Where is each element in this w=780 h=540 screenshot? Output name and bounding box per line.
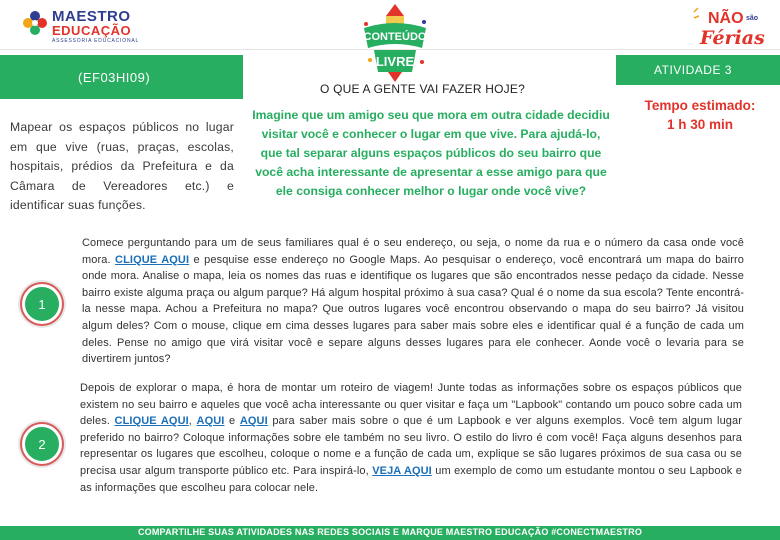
step-2-number: 2: [38, 437, 46, 452]
step-2-text-a: Depois de explorar o mapa, é hora de montar um roteiro de viagem! Junte todas as informações sobre os espaços públicos que existem no seu bairro e aqueles que você acha interessante ou quer visitar e faça um "Lapbook" contando um pouco sobre cada um deles.: [80, 382, 742, 428]
step-2-link-veja-aqui[interactable]: VEJA AQUI: [372, 464, 432, 477]
logo-center-text-2: LIVRE: [375, 54, 415, 69]
step-2-link-aqui-1[interactable]: AQUI: [196, 415, 225, 428]
logo-center-text-1: CONTEÚDO: [363, 31, 427, 43]
footer-text: COMPARTILHE SUAS ATIVIDADES NAS REDES SOCIAIS E MARQUE MAESTRO EDUCAÇÃO #CONECTMAESTRO: [137, 527, 643, 537]
skill-description: Mapear os espaços públicos no lugar em que vive (ruas, praças, escolas, hospitais, prédios da Prefeitura e da Câmara de Vereadores etc.) e identificar suas funções.: [10, 120, 234, 212]
page-heading: O QUE A GENTE VAI FAZER HOJE?: [320, 82, 525, 96]
logo-tagline: ASSESSORIA EDUCACIONAL: [52, 38, 140, 44]
estimated-time: [620, 96, 780, 134]
skill-code: (EF03HI09): [78, 70, 151, 85]
activity-label-box: [616, 55, 780, 85]
step-1-badge: [22, 284, 62, 324]
logo-right-text-1b: são: [746, 15, 759, 22]
step-1-number: 1: [38, 297, 46, 312]
step-1-text-b: e pesquise esse endereço no Google Maps. Ao pesquisar o endereço, você encontrará um mapa do bairro onde mora. Analise o mapa, leia os nomes das ruas e identifique os lugares que são encontrados nesse pedaço da cidade. Nesse bairro existe alguma praça ou algum parque? Há algum hospital próximo à sua casa? Qual é o nome da sua escola? Tente encontrá-la nesse mapa. Achou a Prefeitura no mapa? Que outros lugares você encontrou observando o mapa do seu bairro? Já visitou algum deles? Com o mouse, clique em cima desses lugares para saber mais sobre eles e identificar qual é a função de cada um deles. Pense no amigo que virá visitar você e separe alguns desses lugares para ele conhecer. Aonde você o levaria para se divertirem juntos?: [82, 253, 745, 366]
step-2-link-clique-aqui[interactable]: CLIQUE AQUI: [114, 415, 189, 428]
step-1-text-a: Comece perguntando para um de seus familiares qual é o seu endereço, ou seja, o nome da rua e o número da casa onde você mora.: [82, 237, 744, 266]
estimated-time-label: Tempo estimado:: [644, 98, 756, 113]
step-2-sep-1: ,: [188, 415, 197, 428]
intro-text: Imagine que um amigo seu que mora em outra cidade decidiu visitar você e conhecer o lugar em que vive. Para ajudá-lo, que tal separar alguns espaços públicos do seu bairro que você acha interessante de apresentar a esse amigo para que ele consiga conhecer melhor o lugar onde você vive?: [252, 108, 610, 198]
step-2-text-c: um exemplo de como um estudante montou o seu Lapbook e as informações que escolheu para colocar nele.: [80, 464, 742, 494]
logo-right-text-1: NÃO: [708, 10, 744, 27]
flower-icon: [22, 10, 48, 36]
skill-code-box: [0, 55, 243, 99]
maestro-logo: [22, 8, 172, 44]
step-2-text: [80, 380, 742, 496]
activity-label: ATIVIDADE 3: [654, 63, 732, 77]
footer-bar: [0, 526, 780, 540]
nao-sao-ferias-logo: [690, 6, 770, 48]
conteudo-livre-logo: [350, 2, 440, 84]
step-2-link-aqui-2[interactable]: AQUI: [239, 415, 268, 428]
logo-word-2: EDUCAÇÃO: [52, 23, 132, 38]
step-2-sep-2: e: [224, 415, 240, 428]
estimated-time-value: 1 h 30 min: [666, 117, 734, 132]
logo-word-1: MAESTRO: [52, 8, 131, 25]
step-2-text-b: para saber mais sobre o que é um Lapbook e ver alguns exemplos. Você tem algum lugar preferido no bairro? Coloque informações sobre ele também no seu livro. O estilo do livro é com você! Faça alguns desenhos para representar os lugares que escolheu, coloque o nome e a função de cada um, explique se são lugares próximos de sua casa ou se precisa usar algum transporte público etc. Para inspirá-lo,: [80, 415, 742, 477]
step-1-text: [82, 235, 744, 368]
step-1-link-clique-aqui[interactable]: CLIQUE AQUI: [115, 253, 190, 266]
step-2-badge: [22, 424, 62, 464]
logo-right-text-2: Férias: [700, 27, 765, 48]
